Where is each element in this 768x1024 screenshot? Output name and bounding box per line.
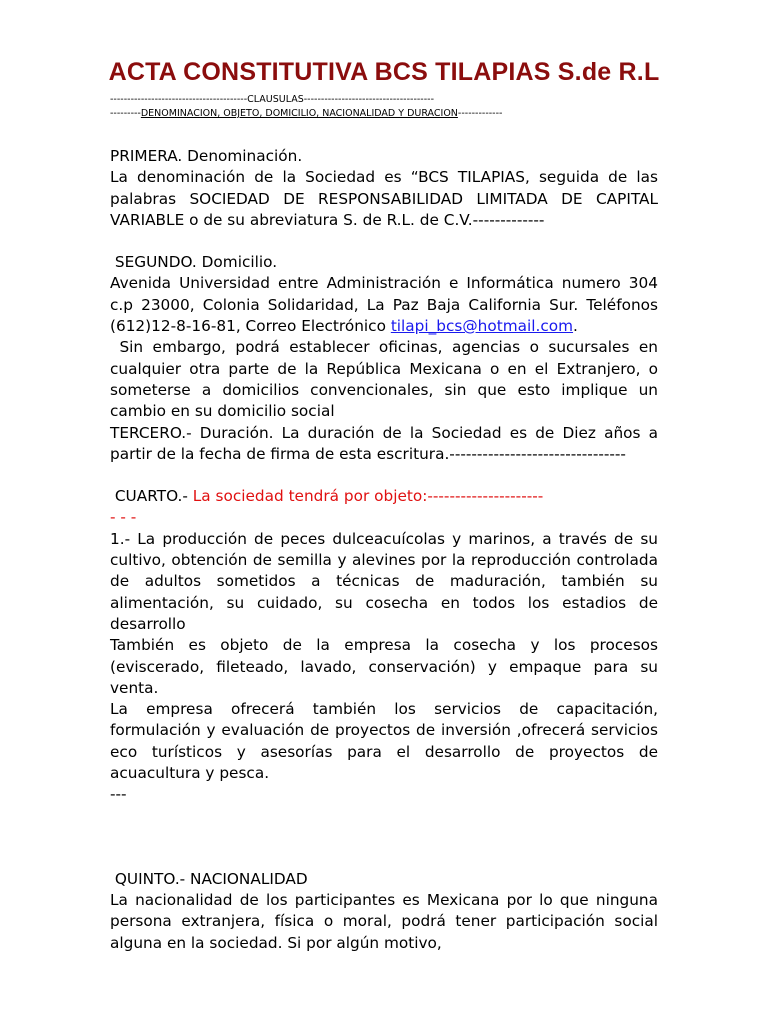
primera-text: La denominación de la Sociedad es “BCS TILAPIAS, seguida de las palabras SOCIEDAD DE RESPONSABILIDAD LIMITADA DE CAPITAL VARIABLE o de su abreviatura S. de R.L. de C.V.------------- bbox=[110, 168, 658, 229]
cuarto-item-3: La empresa ofrecerá también los servicios de capacitación, formulación y evaluación de proyectos de inversión ,ofrecerá servicios eco turísticos y asesorías para el desarrollo de proyectos de acuacultura y pesca. bbox=[110, 700, 658, 783]
clausulas-label: CLAUSULAS bbox=[247, 94, 304, 105]
quinto-heading: QUINTO.- NACIONALIDAD bbox=[110, 869, 308, 888]
spacer bbox=[110, 231, 658, 252]
email-link[interactable]: tilapi_bcs@hotmail.com bbox=[390, 317, 574, 336]
dash-left: --------- bbox=[110, 108, 141, 119]
clausulas-topics: DENOMINACION, OBJETO, DOMICILIO, NACIONALIDAD Y DURACION bbox=[140, 108, 458, 119]
segundo-branches: Sin embargo, podrá establecer oficinas, agencias o sucursales en cualquier otra parte de la República Mexicana o en el Extranjero, o someterse a domicilios convencionales, sin que esto implique un cambio en su domicilio social bbox=[110, 338, 663, 421]
clausulas-header bbox=[110, 94, 658, 105]
cuarto-object-heading: La sociedad tendrá por objeto:--------------------- bbox=[192, 487, 544, 506]
dash-right: ------------- bbox=[457, 108, 503, 119]
segundo-heading: SEGUNDO. Domicilio. bbox=[110, 253, 278, 272]
tercero-text: TERCERO.- Duración. La duración de la Sociedad es de Diez años a partir de la fecha de firma de esta escritura.-------------------------------- bbox=[110, 423, 658, 463]
cuarto-heading bbox=[110, 486, 658, 507]
cuarto-item-1: 1.- La producción de peces dulceacuícolas y marinos, a través de su cultivo, obtención de semilla y alevines por la reproducción controlada de adultos sometidos a técnicas de maduración, también su alimentación, su cuidado, su cosecha en todos los estadios de desarrollo bbox=[110, 529, 658, 633]
quinto-text: La nacionalidad de los participantes es Mexicana por lo que ninguna persona extranjera, física o moral, podrá tener participación social alguna en la sociedad. Si por algún motivo, bbox=[110, 890, 658, 952]
document-title: ACTA CONSTITUTIVA BCS TILAPIAS S.de R.L bbox=[108, 58, 660, 86]
document-body bbox=[110, 146, 663, 954]
email-suffix: . bbox=[573, 317, 578, 336]
cuarto-label: CUARTO.- bbox=[110, 487, 193, 506]
segundo-address-text: Avenida Universidad entre Administración e Informática numero 304 c.p 23000, Colonia Solidaridad, La Paz Baja California Sur. Teléfonos (612)12-8-16-81, Correo Electrónico bbox=[110, 274, 658, 336]
dash-left: ---------------------------------------- bbox=[110, 94, 248, 105]
spacer bbox=[110, 806, 658, 869]
spacer bbox=[110, 465, 658, 486]
dash-right: -------------------------------------- bbox=[303, 94, 435, 105]
cuarto-item-2: También es objeto de la empresa la cosecha y los procesos (eviscerado, fileteado, lavado, conservación) y empaque para su venta. bbox=[110, 636, 658, 697]
primera-heading: PRIMERA. Denominación. bbox=[110, 147, 303, 165]
cuarto-end: --- bbox=[110, 785, 127, 804]
clausulas-subheader bbox=[110, 108, 658, 119]
segundo-address bbox=[110, 273, 658, 337]
cuarto-dashes: - - - bbox=[110, 508, 137, 527]
